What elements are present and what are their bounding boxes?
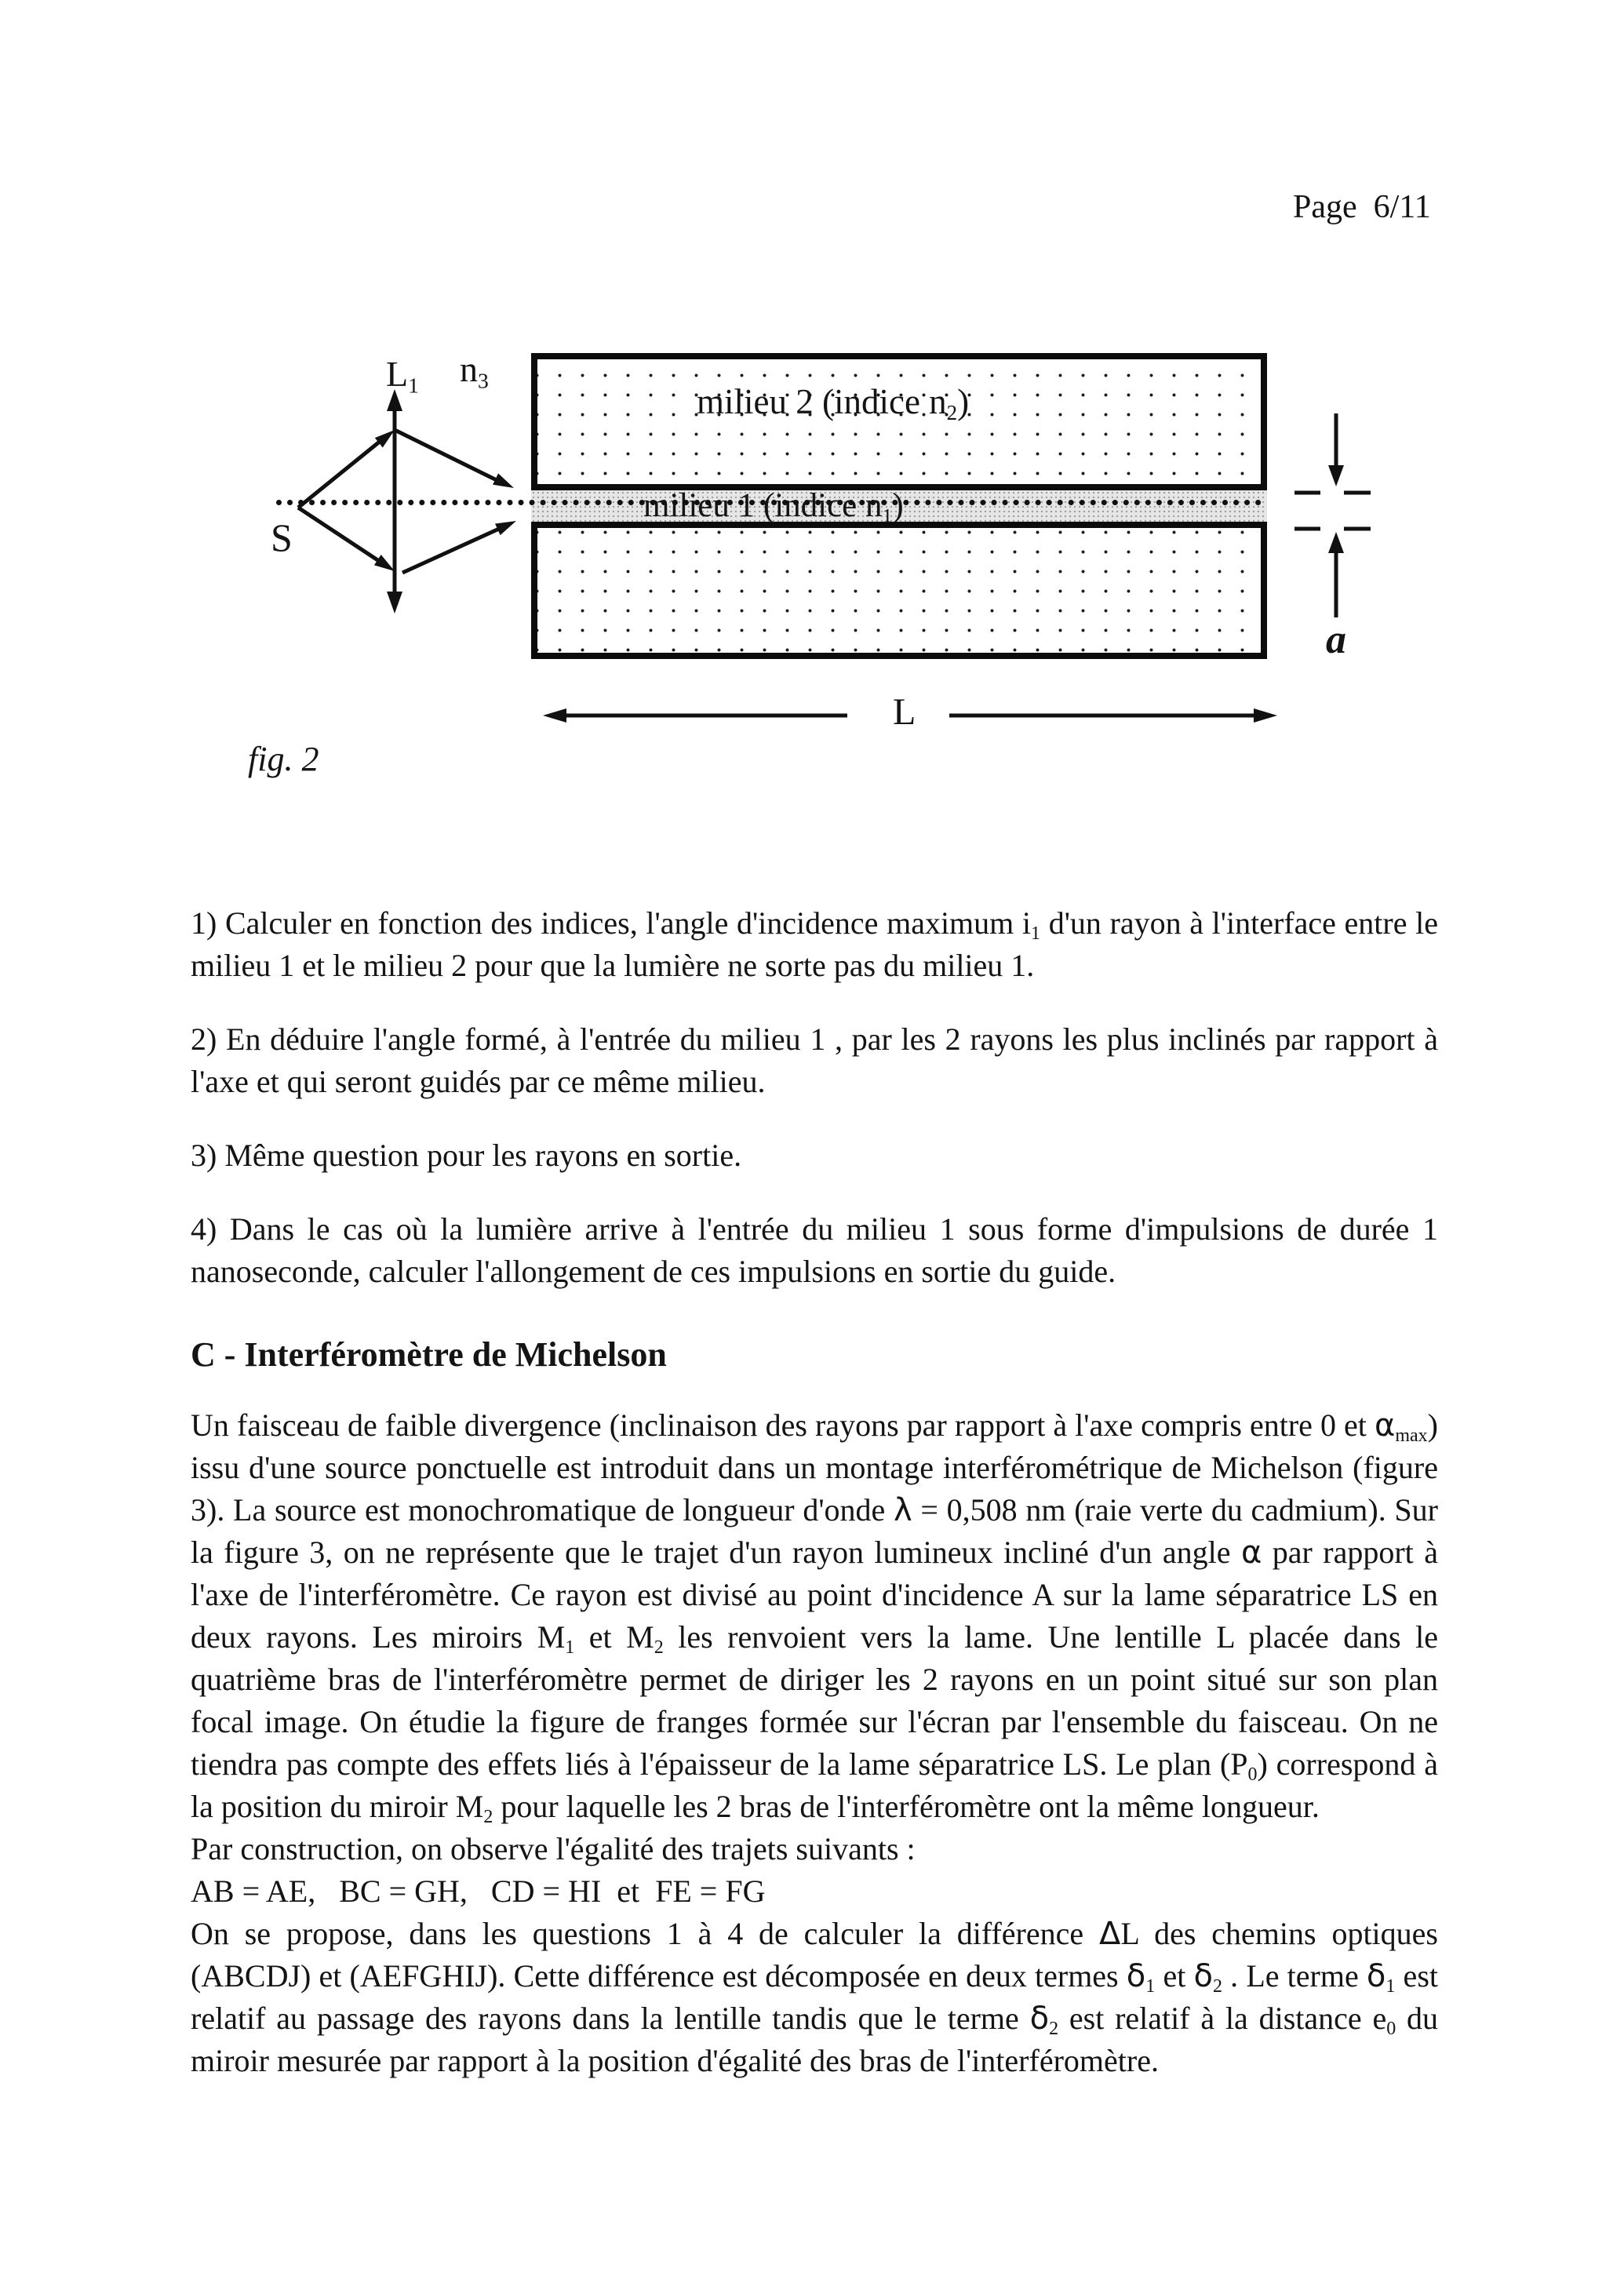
section-heading: C - Interféromètre de Michelson [191,1335,667,1374]
question-2: 2) En déduire l'angle formé, à l'entrée du milieu 1 , par les 2 rayons les plus inclinés par rapport à l'axe et qui seront guidés par ce même milieu. [191,1021,1438,1099]
figure-caption: fig. 2 [248,740,319,778]
n3-label: $n_3$ [460,349,489,393]
ray-source-to-lens-top [298,430,395,508]
optical-axis-line [276,500,1262,505]
page-number: Page 6/11 [1293,189,1431,225]
question-3: 3) Même question pour les rayons en sortie. [191,1138,742,1173]
paragraph-propose: On se propose, dans les questions 1 à 4 de calculer la différence ΔL des chemins optiques (ABCDJ) et (AEFGHIJ). Cette différence est décomposée en deux termes $\delta_1$ et $\delta_2$ . Le terme $\delta_1$ est relatif au passage des rayons dans la lentille tandis que le terme $\delta_2$ est relatif à la distance $e_0$ du miroir mesurée par rapport à la position d'égalité des bras de l'interféromètre. [191,1916,1438,2078]
lens-label: $L_1$ [386,354,419,398]
ray-lens-bottom-to-entrance [402,521,516,573]
milieu1-label: milieu 1 (indice $n_1$) [643,487,904,527]
length-label: L [893,691,916,733]
length-left-arrow [543,708,847,723]
ray-source-to-lens-bottom [298,508,395,571]
thickness-up-arrow [1328,532,1344,617]
question-1: 1) Calculer en fonction des indices, l'angle d'incidence maximum $i_1$ d'un rayon à l'interface entre le milieu 1 et le milieu 2 pour que la lumière ne sorte pas du milieu 1. [191,905,1438,983]
paragraph-construction: Par construction, on observe l'égalité des trajets suivants : [191,1831,916,1866]
thickness-down-arrow [1328,413,1344,486]
thickness-dimension-drawing [1287,396,1412,655]
body-text [191,902,1438,2082]
paragraph-intro: Un faisceau de faible divergence (inclinaison des rayons par rapport à l'axe compris entre 0 et $\alpha_{max}$) issu d'une source ponctuelle est introduit dans un montage interférométrique de Michelson (figure 3). La source est monochromatique de longueur d'onde λ = 0,508 nm (raie verte du cadmium). Sur la figure 3, on ne représente que le trajet d'un rayon lumineux incliné d'un angle α par rapport à l'axe de l'interféromètre. Ce rayon est divisé au point d'incidence A sur la lame séparatrice LS en deux rayons. Les miroirs $M_1$ et $M_2$ les renvoient vers la lame. Une lentille L placée dans le quatrième bras de l'interféromètre permet de diriger les 2 rayons en un point situé sur son plan focal image. On étudie la figure de franges formée sur l'écran par l'ensemble du faisceau. On ne tiendra pas compte des effets liés à l'épaisseur de la lame séparatrice LS. Le plan $(P_0)$ correspond à la position du miroir $M_2$ pour laquelle les 2 bras de l'interféromètre ont la même longueur. [191,1407,1438,1828]
length-right-arrow [949,708,1277,723]
source-label: S [271,515,293,559]
ray-lens-top-to-entrance [395,430,514,488]
milieu2-label: milieu 2 (indice $n_2$) [697,382,970,425]
thickness-label: a [1326,617,1346,662]
paragraph-equalities: AB = AE, BC = GH, CD = HI et FE = FG [191,1873,766,1909]
question-4: 4) Dans le cas où la lumière arrive à l'entrée du milieu 1 sous forme d'impulsions de durée 1 nanoseconde, calculer l'allongement de ces impulsions en sortie du guide. [191,1211,1438,1289]
